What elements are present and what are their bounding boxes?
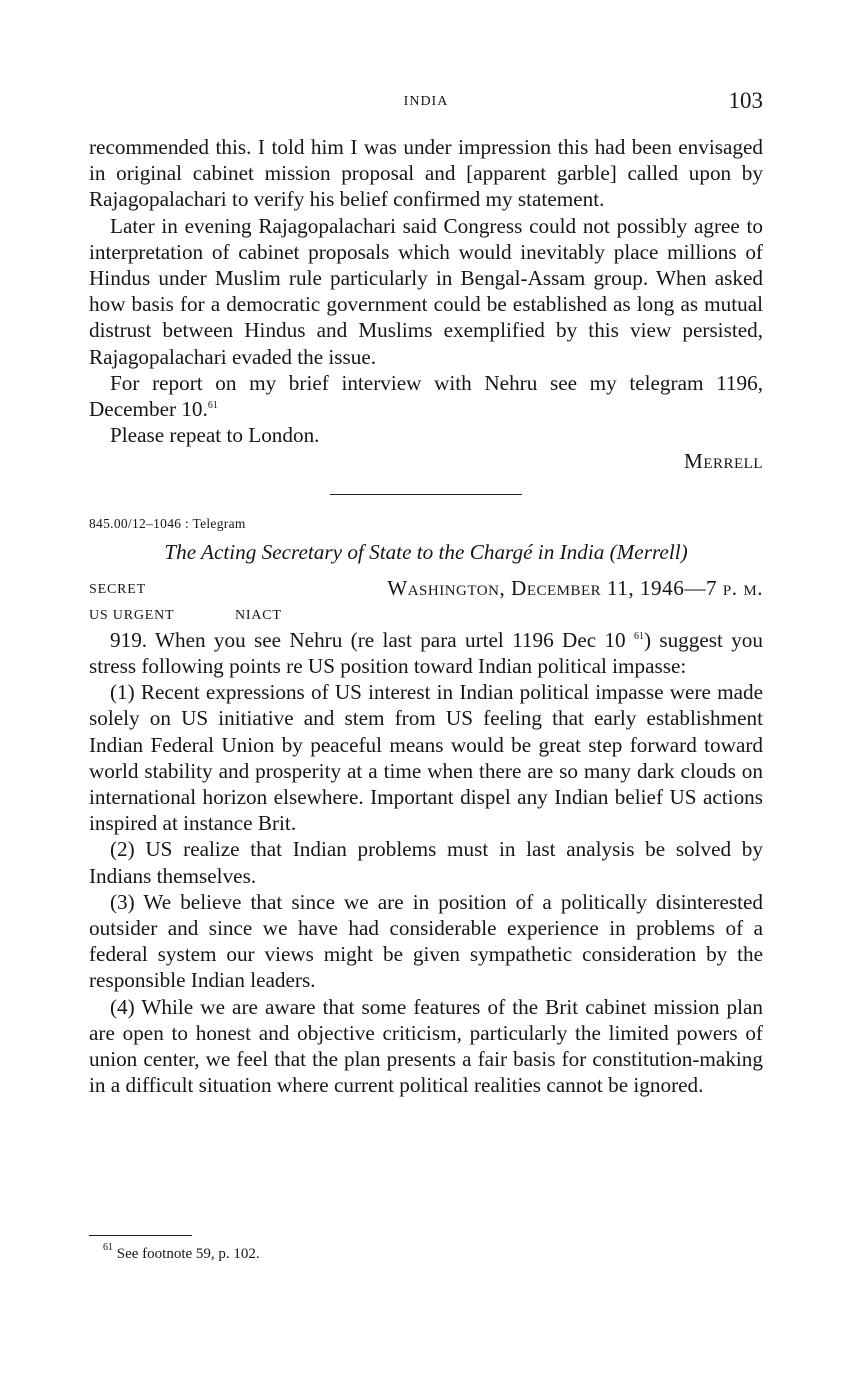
point-paragraph: (1) Recent expressions of US interest in Indian political impasse were made solely on US initiative and stem from US feeling that early establishment Indian Federal Union by peaceful means would be great step forward toward world stability and prosperity at a time when there are so many dark clouds on international horizon elsewhere. Important dispel any Indian belief US actions inspired at instance Brit. — [89, 680, 763, 836]
signature: Merrell — [684, 449, 763, 474]
telegram-intro — [89, 627, 763, 679]
running-title: INDIA — [403, 94, 449, 109]
body-text — [89, 134, 763, 1099]
classification-label: SECRET — [89, 581, 146, 597]
file-reference: 845.00/12–1046 : Telegram — [89, 515, 246, 531]
footnote-rule — [89, 1235, 192, 1236]
continuation-paragraph — [89, 370, 763, 422]
point-paragraph: (3) We believe that since we are in position of a politically disinterested outsider and since we have had considerable experience in problems of a federal system our views might be given sympathetic consideration by the responsible Indian leaders. — [89, 889, 763, 993]
dateline-row — [89, 575, 763, 601]
priority-row — [89, 601, 763, 627]
niact-label: NIACT — [235, 607, 282, 623]
intro-text: 919. When you see Nehru (re last para urtel 1196 Dec 10 — [110, 627, 634, 652]
footnote-ref: 61 — [633, 630, 644, 642]
document-title: The Acting Secretary of State to the Chargé in India (Merrell) — [164, 539, 688, 564]
priority-label: US URGENT — [89, 607, 175, 623]
point-paragraph: (2) US realize that Indian problems must in last analysis be solved by Indians themselves. — [89, 837, 763, 888]
page-number: 103 — [728, 88, 763, 113]
intro-text: ) suggest you stress following points re US position toward Indian political impasse: — [89, 627, 763, 679]
point-paragraph: (4) While we are aware that some features of the Brit cabinet mission plan are open to honest and objective criticism, particularly the limited powers of union center, we feel that the plan presents a fair basis for constitution-making in a difficult situation where current political realities cannot be ignored. — [89, 994, 763, 1098]
place-date — [387, 575, 763, 601]
paragraph-text: For report on my brief interview with Nehru see my telegram 1196, December 10. — [89, 370, 763, 422]
continuation-paragraph: Please repeat to London. — [110, 423, 320, 448]
place-date-text: Washington, December 11, 1946—7 p. m. — [387, 575, 763, 600]
footnote-number: 61 — [103, 1242, 113, 1253]
footnote-text: See footnote 59, p. 102. — [116, 1246, 260, 1262]
continuation-paragraph: Later in evening Rajagopalachari said Congress could not possibly agree to interpretation of cabinet proposals which would inevitably place millions of Hindus under Muslim rule particularly in Bengal-Assam group. When asked how basis for a democratic government could be established as long as mutual distrust between Hindus and Muslims exemplified by this view persisted, Rajagopalachari evaded the issue. — [89, 213, 763, 369]
section-divider — [330, 494, 522, 495]
continuation-paragraph: recommended this. I told him I was under impression this had been envisaged in original cabinet mission proposal and [apparent garble] called upon by Rajagopalachari to verify his belief confirmed my statement. — [89, 135, 763, 212]
footnote-ref: 61 — [207, 400, 218, 412]
running-head — [89, 88, 763, 116]
footnote — [103, 1244, 260, 1264]
